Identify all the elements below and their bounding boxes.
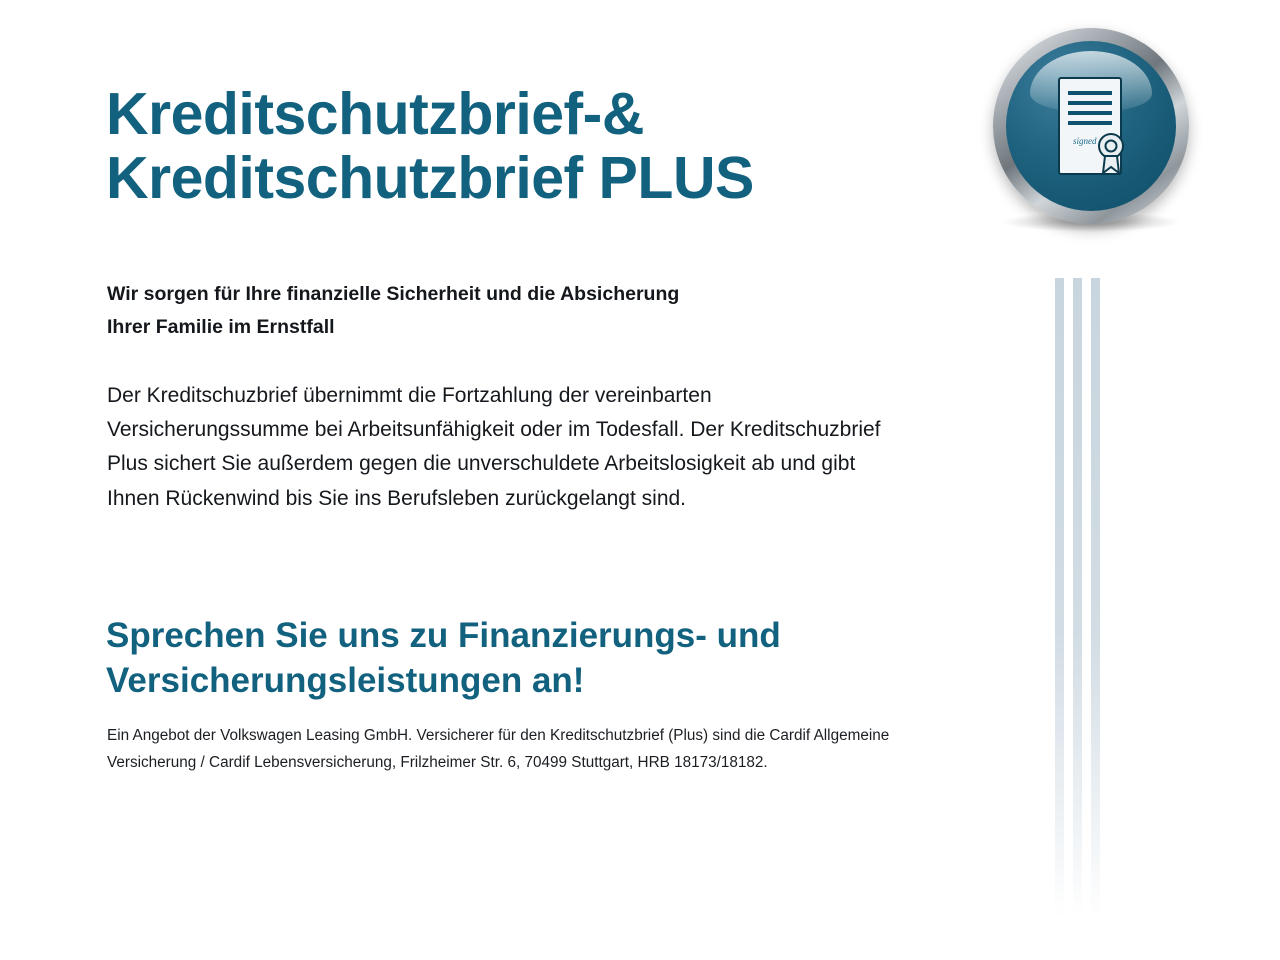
stripe-2: [1073, 278, 1082, 918]
legal-fineprint: Ein Angebot der Volkswagen Leasing GmbH. Versicherer für den Kreditschutzbrief (Plus) sind die Cardif Allgemeine Versicherung / Cardif Lebensversicherung, Frilzheimer Str. 6, 70499 Stuttgart, HRB 18173/18182.: [107, 727, 890, 771]
stripe-1: [1055, 278, 1064, 918]
decorative-stripes: [1055, 278, 1115, 918]
certificate-seal-icon: [993, 28, 1189, 224]
lead-subtitle-line-1: Wir sorgen für Ihre finanzielle Sicherheit und die Absicherung: [107, 283, 680, 305]
call-to-action-heading: [106, 614, 946, 704]
stripe-3: [1091, 278, 1100, 918]
badge-stamp-text: signed: [1073, 136, 1097, 147]
call-to-action-line-1: Sprechen Sie uns zu Finanzierungs- und: [106, 616, 781, 656]
page-title-line-1: Kreditschutzbrief-&: [106, 80, 644, 147]
page-title-line-2: Kreditschutzbrief PLUS: [106, 144, 754, 211]
badge-face: [1006, 41, 1176, 211]
call-to-action-line-2: Versicherungsleistungen an!: [106, 660, 585, 700]
page-title: [106, 82, 946, 211]
lead-subtitle: [107, 278, 847, 344]
lead-subtitle-line-2: Ihrer Familie im Ernstfall: [107, 315, 335, 338]
document-with-ribbon-icon: [1043, 74, 1139, 184]
body-paragraph: Der Kreditschuzbrief übernimmt die Fortzahlung der vereinbarten Versicherungssumme bei Arbeitsunfähigkeit oder im Todesfall. Der Kreditschuzbrief Plus sichert Sie außerdem gegen die unverschuldete Arbeitslosigkeit ab und gibt Ihnen Rückenwind bis Sie ins Berufsleben zurückgelangt sind.: [107, 384, 881, 510]
